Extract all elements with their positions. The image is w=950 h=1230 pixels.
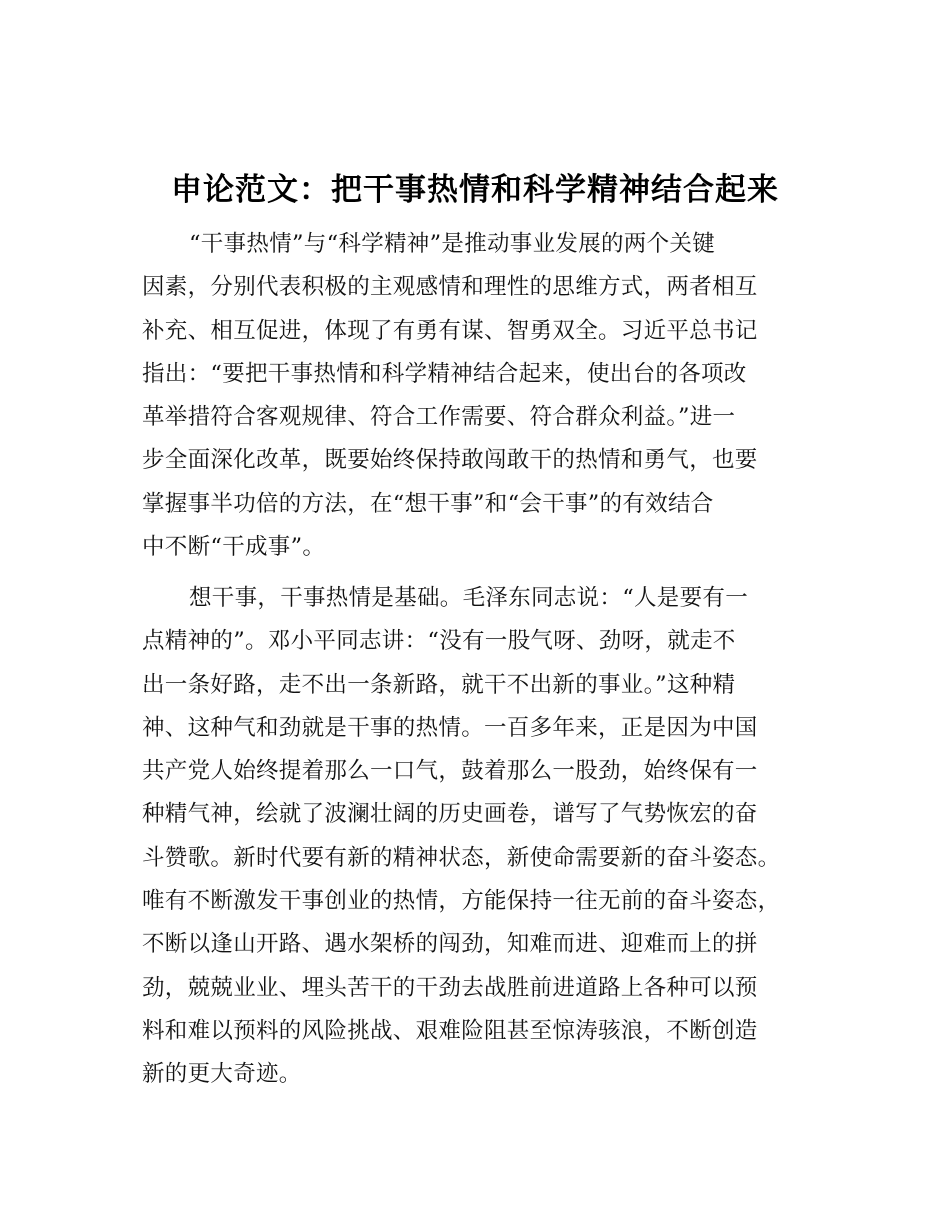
paragraph-line: 步全面深化改革，既要始终保持敢闯敢干的热情和勇气，也要 xyxy=(142,447,758,474)
paragraph-line: 料和难以预料的风险挑战、艰难险阻甚至惊涛骇浪，不断创造 xyxy=(142,1017,758,1044)
paragraph-line: “干事热情”与“科学精神”是推动事业发展的两个关键 xyxy=(189,231,716,257)
paragraph-line: 因素，分别代表积极的主观感情和理性的思维方式，两者相互 xyxy=(142,274,758,301)
paragraph-line: 不断以逢山开路、遇水架桥的闯劲，知难而进、迎难而上的拼 xyxy=(142,931,758,958)
document-title: 申论范文：把干事热情和科学精神结合起来 xyxy=(171,172,779,208)
paragraph-line: 点精神的”。邓小平同志讲：“没有一股气呀、劲呀，就走不 xyxy=(142,628,736,655)
paragraph-2 xyxy=(142,577,832,1097)
paragraph-line: 种精气神，绘就了波澜壮阔的历史画卷，谱写了气势恢宏的奋 xyxy=(142,801,758,828)
paragraph-1 xyxy=(142,223,832,569)
paragraph-line: 共产党人始终提着那么一口气，鼓着那么一股劲，始终保有一 xyxy=(142,758,758,785)
paragraph-line: 革举措符合客观规律、符合工作需要、符合群众利益。”进一 xyxy=(142,404,736,431)
paragraph-line: 出一条好路，走不出一条新路，就干不出新的事业。”这种精 xyxy=(142,671,736,698)
paragraph-line: 新的更大奇迹。 xyxy=(142,1061,302,1088)
paragraph-line: 掌握事半功倍的方法，在“想干事”和“会干事”的有效结合 xyxy=(142,490,714,517)
paragraph-line: 唯有不断激发干事创业的热情，方能保持一往无前的奋斗姿态， xyxy=(142,888,781,915)
paragraph-line: 斗赞歌。新时代要有新的精神状态，新使命需要新的奋斗姿态。 xyxy=(142,844,781,871)
paragraph-line: 补充、相互促进，体现了有勇有谋、智勇双全。习近平总书记 xyxy=(142,317,758,344)
paragraph-line: 中不断“干成事”。 xyxy=(142,534,326,561)
paragraph-line: 神、这种气和劲就是干事的热情。一百多年来，正是因为中国 xyxy=(142,714,758,741)
paragraph-line: 想干事，干事热情是基础。毛泽东同志说：“人是要有一 xyxy=(189,585,749,611)
paragraph-line: 指出：“要把干事热情和科学精神结合起来，使出台的各项改 xyxy=(142,360,747,387)
paragraph-line: 劲，兢兢业业、埋头苦干的干劲去战胜前进道路上各种可以预 xyxy=(142,974,758,1001)
